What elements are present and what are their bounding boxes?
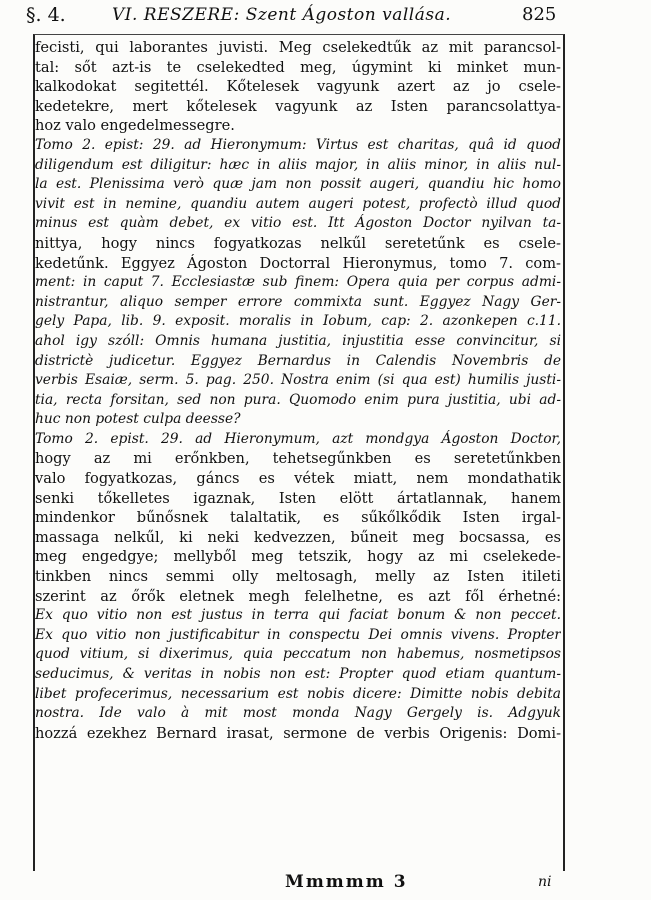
text-line: nittya, hogy nincs fogyatkozas nelkűl seretetűnk es csele- bbox=[35, 234, 561, 252]
text-line: meg engedgye; mellyből meg tetszik, hogy az mi cselekede- bbox=[35, 548, 561, 566]
text-line: nostra. Ide valo à mit most monda Nagy Gergely is. Adgyuk bbox=[35, 705, 561, 722]
text-line: kedetekre, mert kőtelesek vagyunk az Isten parancsolattya- bbox=[35, 97, 561, 115]
text-line: nistrantur, aliquo semper errore commixta sunt. Eggyez Nagy Ger- bbox=[35, 293, 561, 310]
text-line: tinkben nincs semmi olly meltosagh, melly az Isten itileti bbox=[35, 568, 561, 586]
text-line: fecisti, qui laborantes juvisti. Meg cselekedtűk az mit parancsol- bbox=[35, 39, 561, 56]
text-line: Ex quo vitio non est justus in terra qui faciat bonum & non peccet. bbox=[35, 607, 561, 624]
text-line: Tomo 2. epist. 29. ad Hieronymum, azt mondgya Ágoston Doctor, bbox=[35, 430, 561, 447]
text-line: kedetűnk. Eggyez Ágoston Doctorral Hieronymus, tomo 7. com- bbox=[35, 254, 561, 272]
text-line: hogy az mi erőnkben, tehetsegűnkben es seretetűnkben bbox=[35, 450, 561, 468]
text-line: massaga nelkűl, ki neki kedvezzen, bűneit meg bocsassa, es bbox=[35, 528, 561, 546]
text-line: valo fogyatkozas, gáncs es vétek miatt, nem mondathatik bbox=[35, 470, 561, 488]
running-title: VI. RESZERE: Szent Ágoston vallása. bbox=[112, 5, 452, 25]
text-line: verbis Esaiæ, serm. 5. pag. 250. Nostra enim (si qua est) humilis justi- bbox=[35, 372, 561, 389]
text-line: gely Papa, lib. 9. exposit. moralis in Iobum, cap: 2. azonkepen c.11. bbox=[35, 313, 561, 330]
text-line: szerint az őrők eletnek megh felelhetne, es azt fől érhetné: bbox=[35, 587, 561, 605]
text-line: huc non potest culpa deesse? bbox=[35, 411, 241, 428]
text-line: senki tőkelletes igaznak, Isten elött ártatlannak, hanem bbox=[35, 489, 561, 507]
text-body bbox=[35, 38, 561, 743]
text-line: quod vitium, si dixerimus, quia peccatum non habemus, nosmetipsos bbox=[35, 646, 561, 663]
text-line: seducimus, & veritas in nobis non est: Propter quod etiam quantum- bbox=[35, 666, 561, 682]
running-header bbox=[0, 4, 651, 30]
text-line: ment: in caput 7. Ecclesiastæ sub finem: Opera quia per corpus admi- bbox=[35, 274, 561, 291]
text-line: districtè judicetur. Eggyez Bernardus in Calendis Novembris de bbox=[35, 352, 561, 369]
text-line: hoz valo engedelmessegre. bbox=[35, 117, 235, 135]
catchword: ni bbox=[538, 874, 552, 890]
text-line: tia, recta forsitan, sed non pura. Quomodo enim pura justitia, ubi ad- bbox=[35, 391, 561, 408]
section-number: §. 4. bbox=[26, 4, 66, 26]
text-line: tal: sőt azt-is te cselekedted meg, úgymint ki minket mun- bbox=[35, 58, 561, 76]
text-line: la est. Plenissima verò quæ jam non possit augeri, quandiu hic homo bbox=[35, 176, 561, 193]
text-line: vivit est in nemine, quandiu autem augeri potest, profectò illud quod bbox=[35, 195, 561, 212]
text-line: mindenkor bűnősnek talaltatik, es sűkőlkődik Isten irgal- bbox=[35, 509, 561, 527]
signature-mark: Mmmmm 3 bbox=[285, 872, 408, 892]
text-line: hozzá ezekhez Bernard irasat, sermone de verbis Origenis: Domi- bbox=[35, 724, 561, 742]
page-number: 825 bbox=[522, 4, 557, 25]
text-line: diligendum est diligitur: hæc in aliis major, in aliis minor, in aliis nul- bbox=[35, 156, 561, 173]
text-line: Tomo 2. epist: 29. ad Hieronymum: Virtus est charitas, quâ id quod bbox=[35, 136, 561, 153]
text-line: ahol igy szóll: Omnis humana justitia, injustitia esse convincitur, si bbox=[35, 332, 561, 349]
text-line: Ex quo vitio non justificabitur in conspectu Dei omnis vivens. Propter bbox=[35, 626, 561, 643]
text-line: kalkodokat segitettél. Kőtelesek vagyunk azert az jo csele- bbox=[35, 78, 561, 96]
text-line: minus est quàm debet, ex vitio est. Itt Ágoston Doctor nyilvan ta- bbox=[35, 215, 561, 232]
text-line: libet profecerimus, necessarium est nobis dicere: Dimitte nobis debita bbox=[35, 685, 561, 702]
